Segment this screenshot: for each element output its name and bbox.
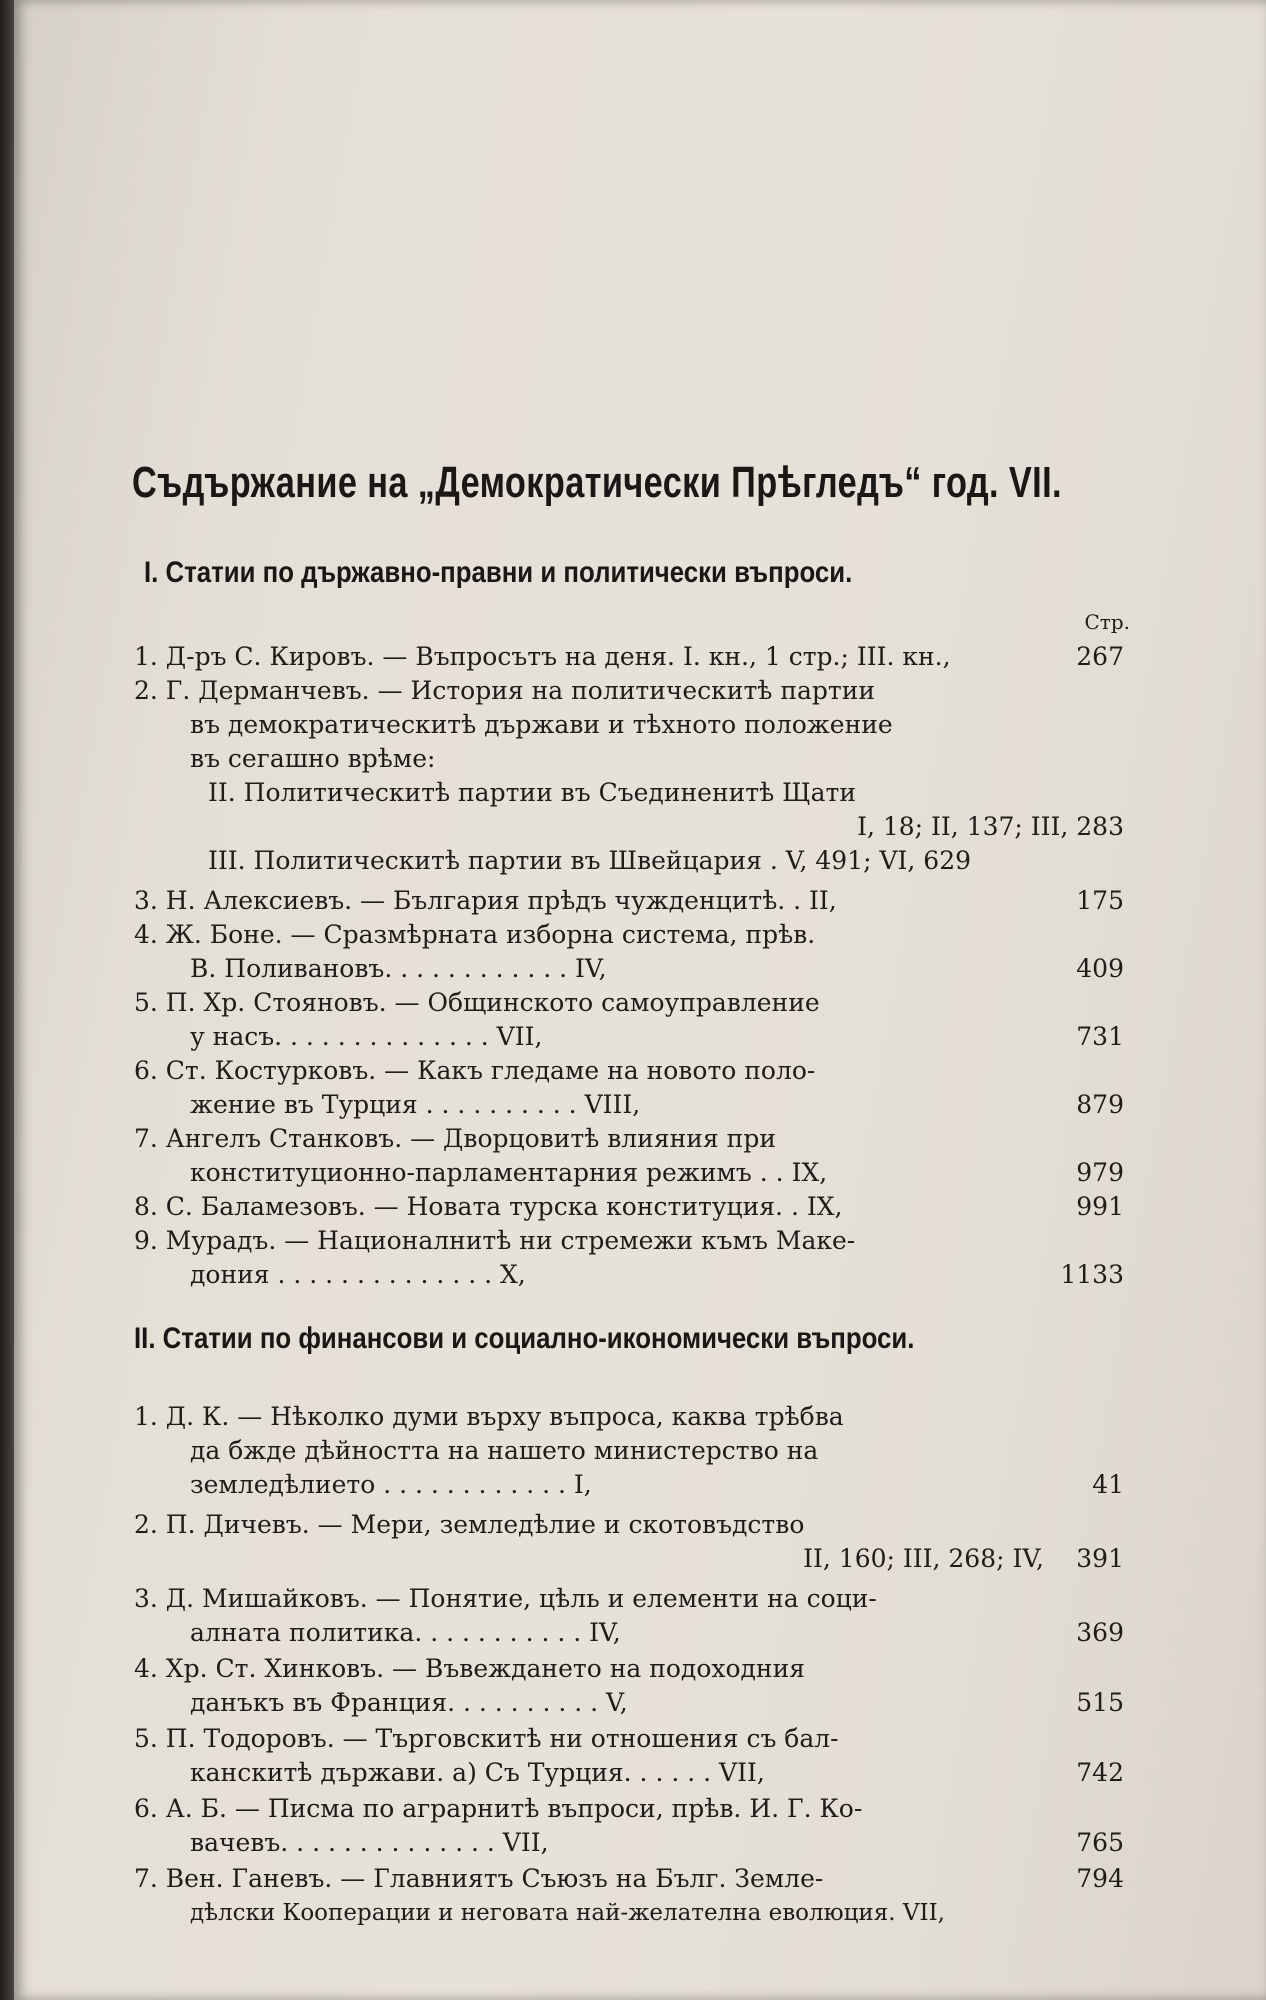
entry-line: 2. П. Дичевъ. — Мери, земледѣлие и скотовъдство	[134, 1510, 805, 1539]
entry-line: 6. Ст. Костурковъ. — Какъ гледаме на новото поло-	[134, 1056, 816, 1085]
toc-entry	[134, 1190, 1124, 1224]
toc-entry	[134, 1862, 1124, 1930]
entry-line: дония . . . . . . . . . . . . . . X,	[190, 1260, 526, 1289]
entry-line: II, 160; III, 268; IV,	[803, 1544, 1044, 1573]
entry-line: 6. А. Б. — Писма по аграрнитѣ въпроси, прѣв. И. Г. Ко-	[134, 1794, 863, 1823]
entry-line: конституционно-парламентарния режимъ . . IX,	[190, 1158, 828, 1187]
toc-entry	[134, 1722, 1124, 1790]
entry-page-number: 765	[1076, 1828, 1124, 1857]
entry-line: 5. П. Тодоровъ. — Търговскитѣ ни отношения съ бал-	[134, 1724, 839, 1753]
toc-entry	[134, 884, 1124, 918]
entry-page-number: 991	[1076, 1192, 1124, 1221]
entry-line: алната политика. . . . . . . . . . . IV,	[190, 1618, 621, 1647]
entry-line: 5. П. Хр. Стояновъ. — Общинското самоуправление	[134, 988, 820, 1017]
page-title: Съдържание на „Демократически Прѣгледъ“ год. VII.	[132, 458, 1062, 507]
entry-page-number: 879	[1076, 1090, 1124, 1119]
entry-line: да бжде дѣйността на нашето министерство на	[190, 1436, 819, 1465]
entry-line: 7. Вен. Ганевъ. — Главниятъ Съюзъ на Бълг. Земле-	[134, 1864, 824, 1893]
entry-page-number: 409	[1076, 954, 1124, 983]
entry-line: земледѣлието . . . . . . . . . . . . I,	[190, 1470, 592, 1499]
entry-line: въ сегашно врѣме:	[190, 744, 436, 773]
entry-line: 7. Ангелъ Станковъ. — Дворцовитѣ влияния при	[134, 1124, 776, 1153]
toc-entry	[134, 1652, 1124, 1720]
book-spine	[0, 0, 14, 2000]
entry-line: 3. Д. Мишайковъ. — Понятие, цѣль и елементи на соци-	[134, 1584, 877, 1613]
toc-entry	[134, 1582, 1124, 1650]
toc-entry	[134, 1224, 1124, 1292]
entry-page-number: 41	[1092, 1470, 1124, 1499]
entry-page-number: 369	[1076, 1618, 1124, 1647]
entry-line: у насъ. . . . . . . . . . . . . . VII,	[190, 1022, 543, 1051]
entry-page-number: 175	[1076, 886, 1124, 915]
toc-entry	[134, 986, 1124, 1054]
toc-entry	[134, 1508, 1124, 1576]
entry-page-number: 742	[1076, 1758, 1124, 1787]
entry-page-number: 979	[1076, 1158, 1124, 1187]
section-heading-2: II. Статии по финансови и социално-икономически въпроси.	[134, 1322, 915, 1355]
entry-line: жение въ Турция . . . . . . . . . . VIII,	[190, 1090, 641, 1119]
entry-page-number: 794	[1076, 1864, 1124, 1893]
entry-page-number: 731	[1076, 1022, 1124, 1051]
entry-line: 4. Хр. Ст. Хинковъ. — Въвеждането на подоходния	[134, 1654, 806, 1683]
entry-line: 8. С. Баламезовъ. — Новата турска конституция. . IX,	[134, 1192, 843, 1221]
entry-line: въ демократическитѣ държави и тѣхното положение	[190, 710, 893, 739]
entry-line: III. Политическитѣ партии въ Швейцария . V, 491; VI, 629	[208, 846, 972, 875]
toc-entry	[134, 640, 1124, 674]
entry-line: I, 18; II, 137; III, 283	[857, 812, 1124, 841]
toc-entry	[134, 1122, 1124, 1190]
entry-line: канскитѣ държави. а) Съ Турция. . . . . . VII,	[190, 1758, 765, 1787]
entry-line: вачевъ. . . . . . . . . . . . . . VII,	[190, 1828, 549, 1857]
entry-line: 9. Мурадъ. — Националнитѣ ни стремежи къмъ Маке-	[134, 1226, 856, 1255]
entry-line: 3. Н. Алексиевъ. — България прѣдъ чужденцитѣ. . II,	[134, 886, 837, 915]
entry-line: данъкъ въ Франция. . . . . . . . . . V,	[190, 1688, 628, 1717]
page-column-label: Стр.	[1084, 610, 1130, 634]
toc-entry	[134, 918, 1124, 986]
entry-page-number: 267	[1076, 642, 1124, 671]
entry-page-number: 391	[1076, 1544, 1124, 1573]
entry-line: 1. Д-ръ С. Кировъ. — Въпросътъ на деня. I. кн., 1 стр.; III. кн.,	[134, 642, 951, 671]
toc-entry	[134, 1400, 1124, 1502]
entry-line: 1. Д. К. — Нѣколко думи върху въпроса, каква трѣбва	[134, 1402, 844, 1431]
entry-line: дѣлски Кооперации и неговата най-желателна еволюция. VII,	[190, 1900, 945, 1926]
section-heading-1: I. Статии по държавно-правни и политически въпроси.	[144, 556, 853, 589]
entry-line: 2. Г. Дерманчевъ. — История на политическитѣ партии	[134, 676, 876, 705]
entry-line: II. Политическитѣ партии въ Съединенитѣ Щати	[208, 778, 857, 807]
toc-entry	[134, 1792, 1124, 1860]
entry-line: 4. Ж. Боне. — Сразмѣрната изборна система, прѣв.	[134, 920, 816, 949]
entry-line: В. Поливановъ. . . . . . . . . . . . IV,	[190, 954, 607, 983]
entry-page-number: 1133	[1060, 1260, 1124, 1289]
toc-entry	[134, 1054, 1124, 1122]
toc-entry	[134, 674, 1124, 878]
entry-page-number: 515	[1076, 1688, 1124, 1717]
